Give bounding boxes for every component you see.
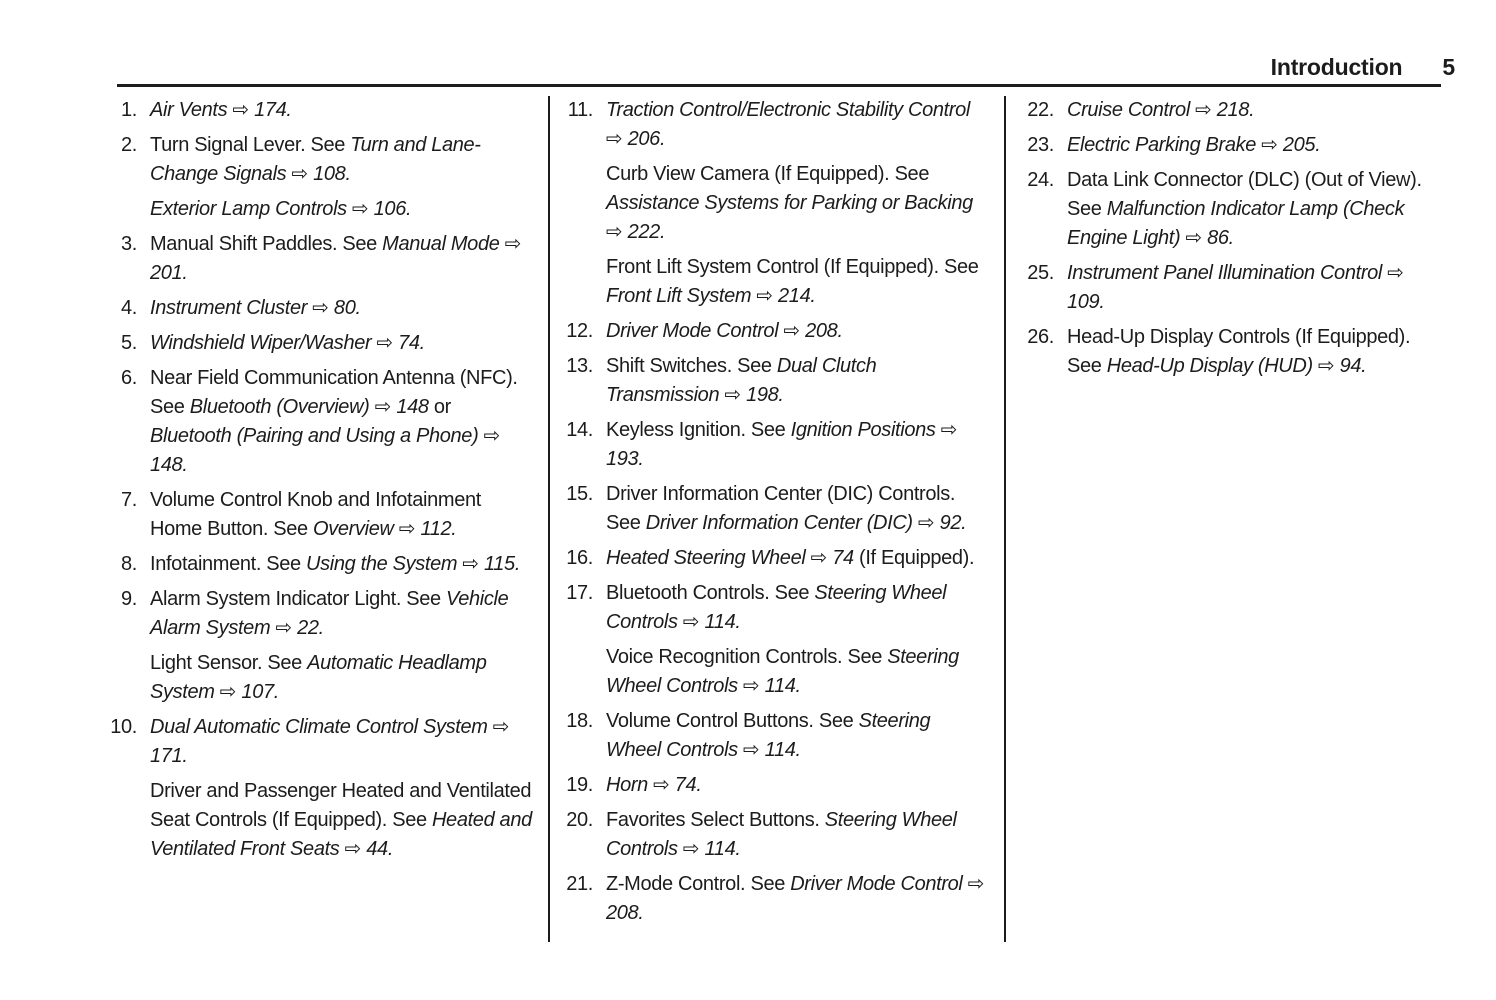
cross-reference-text: Driver Information Center (DIC) [645,512,913,534]
legend-item-number: 9. [121,588,137,610]
cross-reference-text: Steering Wheel Controls [606,646,959,697]
plain-text: ⇨ [1256,134,1283,156]
cross-reference-text: 114. [764,739,801,761]
legend-item-number: 13. [566,355,593,377]
cross-reference-text: 80. [333,297,361,319]
legend-item-body [150,230,536,294]
cross-reference-text: 74 [832,547,854,569]
page-header [1271,54,1455,81]
legend-item-number: 23. [1027,134,1054,156]
plain-text: ⇨ [286,163,314,185]
legend-item-body [1067,259,1441,323]
header-rule [117,84,1441,87]
cross-reference-text: 115. [484,553,521,575]
cross-reference-text: 106. [373,198,412,220]
legend-paragraph [150,649,536,707]
legend-item-body [150,550,536,585]
cross-reference-text: 108. [313,163,351,185]
legend-paragraph [150,364,536,480]
legend-item-body [150,131,536,230]
cross-reference-text: 74. [674,774,702,796]
legend-item [106,329,548,364]
legend-paragraph [606,870,986,928]
legend-item [560,707,1004,771]
cross-reference-text: 222. [627,221,666,243]
legend-item-number: 5. [121,332,137,354]
cross-reference-text: 109. [1067,291,1105,313]
plain-text: ⇨ [369,396,397,418]
legend-item [560,96,1004,317]
cross-reference-text: Horn [606,774,648,796]
legend-paragraph [1067,96,1441,125]
legend-item [1020,259,1456,323]
plain-text: ⇨ [457,553,484,575]
cross-reference-text: 206. [627,128,666,150]
plain-text: Shift Switches. See [606,355,777,377]
legend-paragraph [606,544,986,573]
legend-item-number: 6. [121,367,137,389]
legend-paragraph [1067,131,1441,160]
cross-reference-text: Assistance Systems for Parking or Backing [606,192,973,214]
plain-text: Keyless Ignition. See [606,419,791,441]
plain-text: ⇨ [606,221,628,243]
legend-item-number: 4. [121,297,137,319]
cross-reference-text: 218. [1216,99,1255,121]
plain-text: ⇨ [393,518,421,540]
cross-reference-text: Steering Wheel Controls [606,809,957,860]
page-number: 5 [1442,54,1455,80]
plain-text: Infotainment. See [150,553,307,575]
legend-item-body [606,579,986,707]
plain-text: ⇨ [719,384,747,406]
cross-reference-text: Malfunction Indicator Lamp (Check Engine Light) [1067,198,1405,249]
plain-text: Voice Recognition Controls. See [606,646,888,668]
cross-reference-text: Driver Mode Control [606,320,779,342]
plain-text: ⇨ [307,297,334,319]
legend-item-body [150,585,536,713]
legend-paragraph [150,329,536,358]
plain-text: Volume Control Buttons. See [606,710,859,732]
legend-item [106,713,548,870]
plain-text: ⇨ [1189,99,1217,121]
legend-item-body [606,416,986,480]
legend-item [560,480,1004,544]
legend-item-body [1067,323,1441,387]
plain-text: Near Field Communication Antenna (NFC). See [150,367,518,418]
plain-text: ⇨ [962,873,985,895]
cross-reference-text: 171. [150,745,188,767]
legend-paragraph [150,713,536,771]
legend-item [106,550,548,585]
cross-reference-text: Dual Clutch Transmission [606,355,877,406]
legend-item-number: 11. [567,99,593,121]
plain-text: ⇨ [1312,355,1340,377]
legend-item-body [606,352,986,416]
legend-paragraph [606,643,986,701]
legend-item [106,131,548,230]
legend-item-number: 18. [566,710,593,732]
plain-text: ⇨ [499,233,522,255]
cross-reference-text: 148 [396,396,429,418]
cross-reference-text: 74. [398,332,425,354]
legend-column-3 [1006,96,1456,942]
plain-text: Driver Information Center (DIC) Controls. See [606,483,956,534]
legend-paragraph [606,806,986,864]
plain-text: ⇨ [805,547,833,569]
legend-column-1 [106,96,550,942]
legend-paragraph [150,230,536,288]
cross-reference-text: Bluetooth (Pairing and Using a Phone) [150,425,479,447]
plain-text: ⇨ [647,774,675,796]
legend-item [560,416,1004,480]
plain-text: Volume Control Knob and Infotainment Home Button. See [150,489,481,540]
legend-item [106,486,548,550]
legend-item [1020,131,1456,166]
cross-reference-text: 114. [704,838,741,860]
legend-item-number: 8. [121,553,137,575]
plain-text: ⇨ [371,332,399,354]
legend-paragraph [150,96,536,125]
cross-reference-text: Head-Up Display (HUD) [1106,355,1313,377]
legend-paragraph [606,317,986,346]
plain-text: ⇨ [606,128,628,150]
legend-item-body [1067,166,1441,259]
legend-item-body [150,486,536,550]
legend-item [1020,96,1456,131]
cross-reference-text: Steering Wheel Controls [606,582,947,633]
legend-item [560,317,1004,352]
cross-reference-text: 148. [150,454,188,476]
legend-paragraph [606,160,986,247]
legend-item-body [150,364,536,486]
cross-reference-text: Heated and Ventilated Front Seats [150,809,532,860]
legend-paragraph [1067,166,1441,253]
cross-reference-text: Instrument Cluster [150,297,308,319]
legend-paragraph [606,96,986,154]
cross-reference-text: Dual Automatic Climate Control System [150,716,488,738]
cross-reference-text: Driver Mode Control [790,873,963,895]
legend-paragraph [606,480,986,538]
legend-item-body [150,96,536,131]
cross-reference-text: 208. [805,320,843,342]
legend-paragraph [150,294,536,323]
legend-item [1020,323,1456,387]
legend-paragraph [150,195,536,224]
legend-item-body [150,713,536,870]
cross-reference-text: Heated Steering Wheel [606,547,806,569]
legend-item-body [606,480,986,544]
legend-item-number: 26. [1027,326,1054,348]
cross-reference-text: 92. [939,512,967,534]
legend-item-body [606,96,986,317]
cross-reference-text: 114. [764,675,801,697]
legend-paragraph [606,416,986,474]
legend-item-body [606,870,986,934]
legend-item-number: 3. [121,233,137,255]
legend-item-number: 14. [566,419,593,441]
legend-item [106,230,548,294]
legend-item [560,352,1004,416]
cross-reference-text: 22. [297,617,324,639]
cross-reference-text: 94. [1339,355,1367,377]
legend-item-body [1067,96,1441,131]
plain-text: ⇨ [677,838,705,860]
legend-item [1020,166,1456,259]
plain-text: Manual Shift Paddles. See [150,233,383,255]
legend-item-body [150,294,536,329]
cross-reference-text: 174. [254,99,292,121]
legend-paragraph [1067,259,1441,317]
legend-item-number: 12. [566,320,593,342]
legend-item-number: 7. [121,489,137,511]
legend-item-body [606,806,986,870]
legend-item [106,96,548,131]
cross-reference-text: 107. [241,681,279,703]
legend-item-number: 21. [566,873,593,895]
section-title: Introduction [1270,54,1403,80]
plain-text: ⇨ [737,675,765,697]
cross-reference-text: Windshield Wiper/Washer [150,332,372,354]
cross-reference-text: 114. [704,611,741,633]
cross-reference-text: 198. [746,384,784,406]
legend-item-body [606,544,986,579]
plain-text: ⇨ [478,425,501,447]
legend-item-number: 15. [566,483,593,505]
legend-paragraph [150,585,536,643]
legend-paragraph [1067,323,1441,381]
plain-text: Head-Up Display Controls (If Equipped). See [1067,326,1411,377]
legend-item [560,870,1004,934]
plain-text: ⇨ [677,611,705,633]
legend-item-number: 22. [1027,99,1054,121]
legend-item-body [150,329,536,364]
cross-reference-text: Exterior Lamp Controls [150,198,347,220]
legend-item-number: 2. [121,134,137,156]
cross-reference-text: Ignition Positions [790,419,936,441]
plain-text: Curb View Camera (If Equipped). See [606,163,930,185]
plain-text: ⇨ [912,512,940,534]
legend-item-number: 20. [566,809,593,831]
cross-reference-text: Bluetooth (Overview) [189,396,370,418]
plain-text: Z-Mode Control. See [606,873,791,895]
legend-columns [106,96,1456,942]
legend-column-2 [550,96,1006,942]
plain-text: Alarm System Indicator Light. See [150,588,447,610]
cross-reference-text: Turn and Lane-Change Signals [150,134,481,185]
legend-item-number: 10. [110,716,137,738]
cross-reference-text: Vehicle Alarm System [150,588,509,639]
plain-text: ⇨ [339,838,367,860]
plain-text: Turn Signal Lever. See [150,134,351,156]
plain-text: (If Equipped). [853,547,975,569]
plain-text: ⇨ [227,99,255,121]
legend-item-number: 19. [566,774,593,796]
legend-item [106,294,548,329]
legend-item [560,579,1004,707]
legend-paragraph [150,131,536,189]
cross-reference-text: Front Lift System [606,285,752,307]
cross-reference-text: Traction Control/Electronic Stability Control [606,99,971,121]
legend-item-body [1067,131,1441,166]
plain-text: Bluetooth Controls. See [606,582,815,604]
cross-reference-text: Instrument Panel Illumination Control [1067,262,1382,284]
cross-reference-text: Steering Wheel Controls [606,710,931,761]
cross-reference-text: Overview [313,518,394,540]
plain-text: Data Link Connector (DLC) (Out of View). See [1067,169,1422,220]
cross-reference-text: Using the System [306,553,458,575]
cross-reference-text: 193. [606,448,644,470]
legend-item-number: 24. [1027,169,1054,191]
legend-item-body [606,771,986,806]
cross-reference-text: 44. [366,838,394,860]
plain-text: ⇨ [737,739,765,761]
plain-text: ⇨ [751,285,779,307]
legend-item [560,771,1004,806]
cross-reference-text: 201. [150,262,188,284]
legend-item-number: 17. [566,582,593,604]
legend-paragraph [606,579,986,637]
legend-item-number: 16. [566,547,593,569]
cross-reference-text: 112. [420,518,457,540]
plain-text: ⇨ [270,617,298,639]
plain-text: Favorites Select Buttons. [606,809,825,831]
plain-text: ⇨ [487,716,510,738]
plain-text: Driver and Passenger Heated and Ventilated Seat Controls (If Equipped). See [150,780,532,831]
cross-reference-text: Cruise Control [1067,99,1190,121]
cross-reference-text: Air Vents [150,99,228,121]
plain-text: ⇨ [1382,262,1404,284]
legend-paragraph [606,707,986,765]
plain-text: ⇨ [935,419,958,441]
legend-paragraph [150,777,536,864]
plain-text: ⇨ [214,681,242,703]
legend-paragraph [606,253,986,311]
legend-item-body [606,317,986,352]
plain-text: ⇨ [778,320,806,342]
legend-paragraph [150,486,536,544]
plain-text: ⇨ [346,198,374,220]
legend-item-number: 1. [121,99,137,121]
legend-paragraph [150,550,536,579]
legend-item [560,544,1004,579]
legend-item [560,806,1004,870]
plain-text: Front Lift System Control (If Equipped). See [606,256,979,278]
legend-paragraph [606,352,986,410]
legend-item [106,364,548,486]
cross-reference-text: 214. [778,285,816,307]
cross-reference-text: Manual Mode [382,233,500,255]
legend-paragraph [606,771,986,800]
plain-text: ⇨ [1180,227,1208,249]
cross-reference-text: 208. [606,902,644,924]
cross-reference-text: Automatic Headlamp System [150,652,487,703]
legend-item-number: 25. [1027,262,1054,284]
cross-reference-text: Electric Parking Brake [1067,134,1257,156]
cross-reference-text: 86. [1207,227,1234,249]
plain-text: Light Sensor. See [150,652,308,674]
legend-item-body [606,707,986,771]
cross-reference-text: 205. [1282,134,1321,156]
plain-text: or [428,396,451,418]
legend-item [106,585,548,713]
